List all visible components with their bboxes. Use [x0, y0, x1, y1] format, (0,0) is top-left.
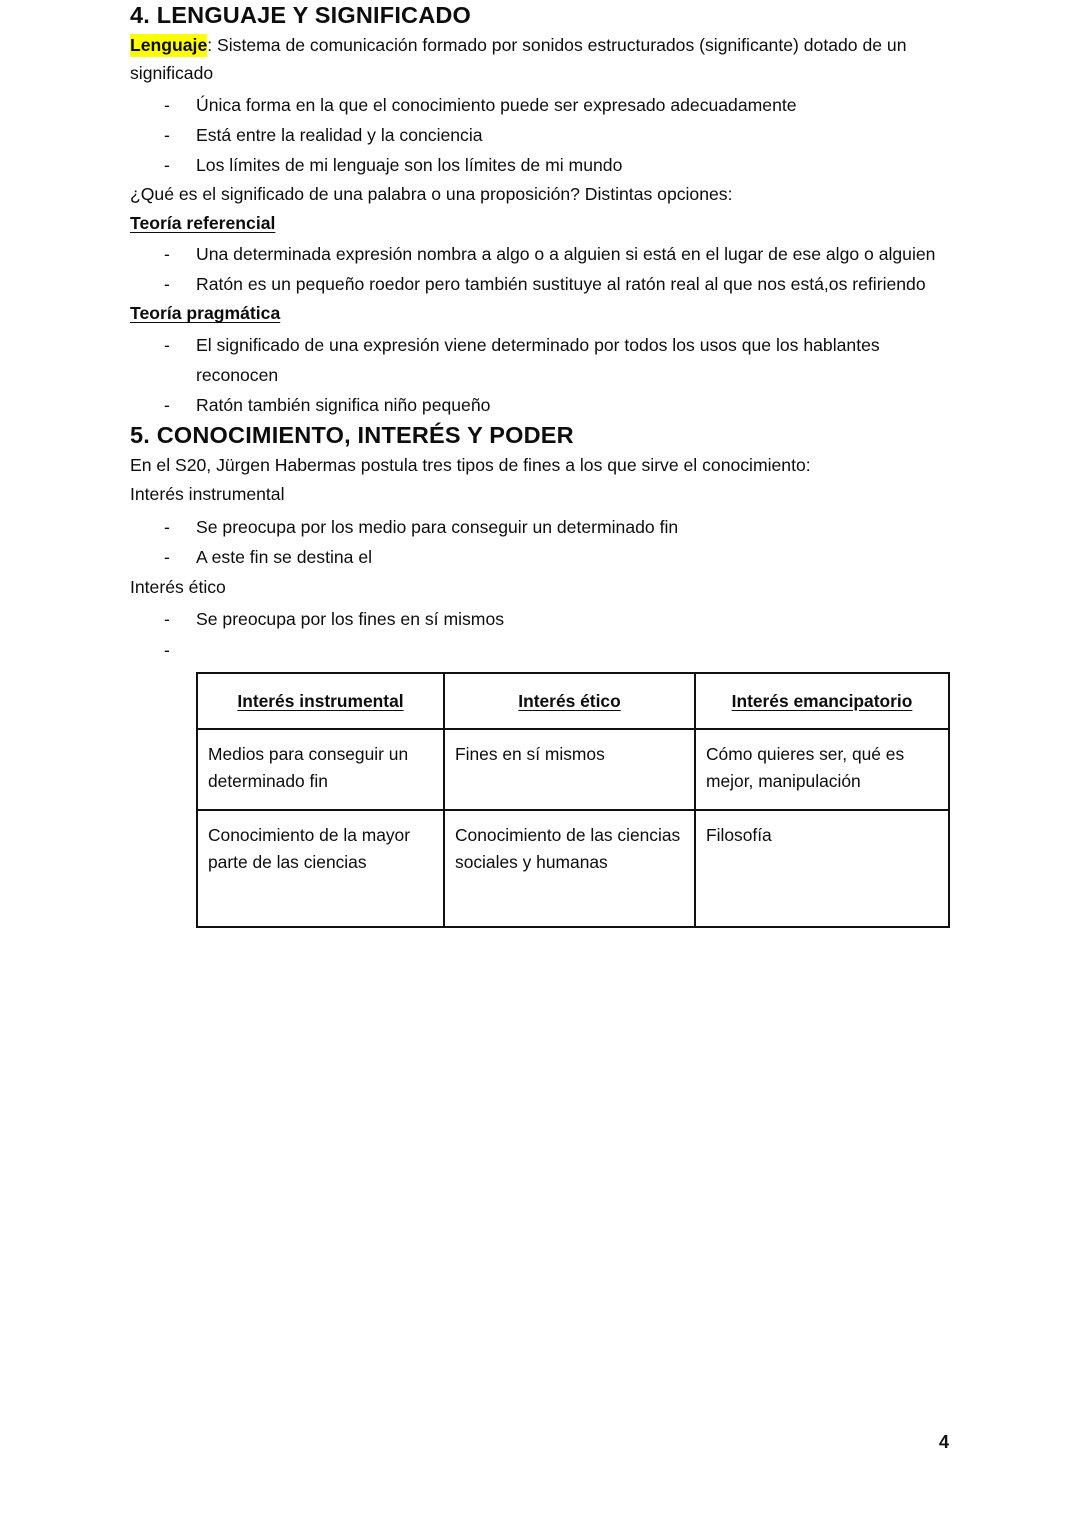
highlighted-term: Lenguaje [130, 34, 208, 55]
lenguaje-bullet-list [130, 90, 950, 181]
table-cell: Medios para conseguir un determinado fin [197, 729, 444, 810]
teoria-pragmatica-list [130, 330, 950, 421]
section-4-heading: 4. LENGUAJE Y SIGNIFICADO [130, 2, 472, 28]
list-item: - Única forma en la que el conocimiento puede ser expresado adecuadamente [130, 90, 950, 120]
interes-instrumental-list [130, 512, 950, 573]
page-content [130, 0, 950, 928]
list-item: - Una determinada expresión nombra a algo o a alguien si está en el lugar de ese algo o alguien [130, 239, 950, 269]
table-header-cell [695, 673, 949, 729]
section-5-heading: 5. CONOCIMIENTO, INTERÉS Y PODER [130, 422, 574, 449]
table-row [197, 729, 949, 810]
list-item: - Los límites de mi lenguaje son los límites de mi mundo [130, 150, 950, 180]
interes-instrumental-label: Interés instrumental [130, 484, 285, 505]
table-header-text: Interés emancipatorio [731, 690, 913, 711]
table-cell: Fines en sí mismos [444, 729, 695, 810]
interes-etico-list [130, 604, 950, 665]
list-item: - Ratón es un pequeño roedor pero también sustituye al ratón real al que nos está,os refiriendo [130, 269, 950, 299]
table-cell: Filosofía [695, 810, 949, 927]
list-item: - Se preocupa por los fines en sí mismos [130, 604, 950, 634]
table-cell: Conocimiento de las ciencias sociales y humanas [444, 810, 695, 927]
lenguaje-definition [130, 31, 950, 88]
list-item: - Se preocupa por los medio para conseguir un determinado fin [130, 512, 950, 542]
teoria-pragmatica-heading: Teoría pragmática [130, 303, 281, 324]
teoria-referencial-list [130, 239, 950, 300]
meaning-question: ¿Qué es el significado de una palabra o una proposición? Distintas opciones: [130, 184, 733, 205]
table-header-text: Interés instrumental [237, 690, 404, 711]
page-number: 4 [938, 1432, 949, 1452]
teoria-referencial-heading: Teoría referencial [130, 212, 276, 233]
table-header-text: Interés ético [518, 690, 621, 711]
list-item: - Está entre la realidad y la conciencia [130, 120, 950, 150]
list-item-empty [130, 635, 950, 666]
list-item: - El significado de una expresión viene determinado por todos los usos que los hablantes reconocen [130, 330, 950, 391]
interes-etico-label: Interés ético [130, 577, 226, 598]
table-header-cell [444, 673, 695, 729]
table-row [197, 810, 949, 927]
list-item: - Ratón también significa niño pequeño [130, 390, 950, 420]
table-header-cell [197, 673, 444, 729]
lenguaje-definition-text: : Sistema de comunicación formado por sonidos estructurados (significante) dotado de un significado [130, 34, 907, 84]
table-cell: Cómo quieres ser, qué es mejor, manipulación [695, 729, 949, 810]
list-item: - A este fin se destina el [130, 542, 950, 572]
table-header-row [197, 673, 949, 729]
habermas-intro: En el S20, Jürgen Habermas postula tres tipos de fines a los que sirve el conocimiento: [130, 454, 811, 475]
interes-comparison-table [196, 672, 950, 928]
table-cell: Conocimiento de la mayor parte de las ciencias [197, 810, 444, 927]
